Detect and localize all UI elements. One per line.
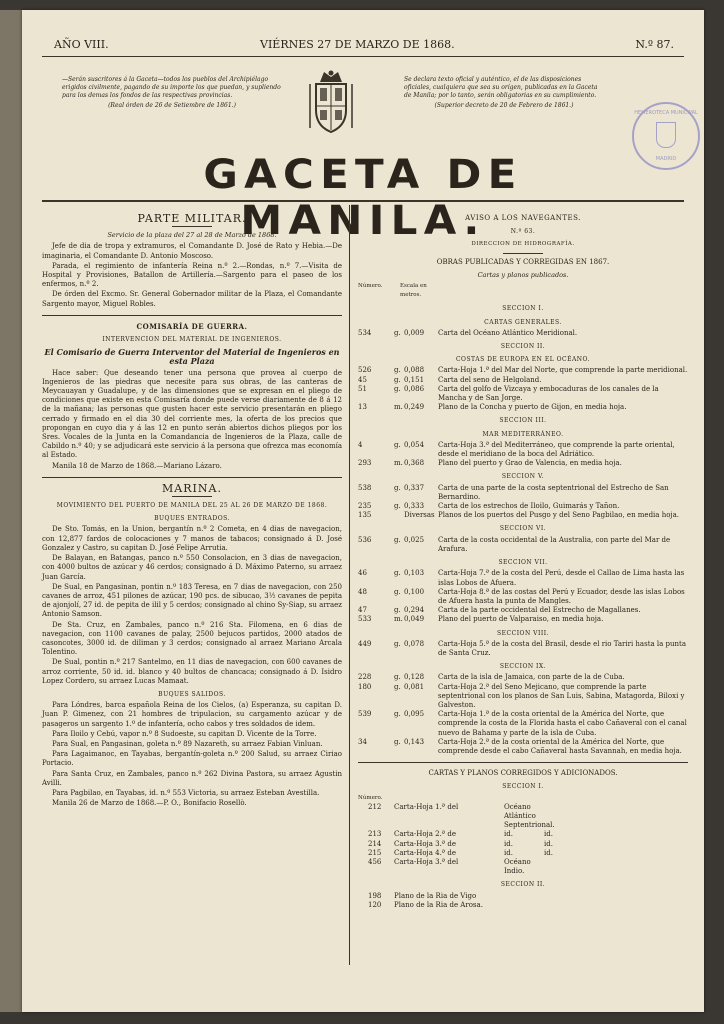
chart-column-header xyxy=(358,282,688,300)
chart-type: g. xyxy=(394,384,401,393)
chart-type: g. xyxy=(394,440,401,449)
chart-title: Carta del golfo de Vizcaya y embocaduras de los canales de la Mancha y de San Jorge. xyxy=(438,384,659,403)
chart-row xyxy=(358,329,688,338)
chart-scale: 0,103 xyxy=(404,569,425,578)
chart-type: m. xyxy=(394,459,403,468)
entrada-item: De Balayan, en Batangas, panco n.º 550 Consolacion, en 3 dias de navegacion, con 4000 bultos de azúcar y 46 cerdos; consignado á D. Máximo Paterno, su arraez Juan García. xyxy=(42,554,342,581)
chart-scale: 0,025 xyxy=(404,535,425,544)
salido-item: Para Iloilo y Cebú, vapor n.º 8 Sudoeste, su capitan D. Vicente de la Torre. xyxy=(52,729,317,738)
corrected-number: 213 xyxy=(368,830,382,839)
aviso-number: N.º 63. xyxy=(510,228,536,236)
newspaper-page xyxy=(22,10,704,1012)
corrected-row xyxy=(358,830,688,839)
chart-row xyxy=(358,673,688,682)
chart-number: 534 xyxy=(358,328,372,337)
chart-title: Plano del puerto de Valparaiso, en media hoja. xyxy=(438,615,604,624)
entrada-item: De Sual, pontin n.º 217 Santelmo, en 11 dias de navegacion, con 600 cavanes de arroz corriente, 50 id. id. blanco y 40 bultos de chancaca; consignado á D. Isidro Lopez Cordero, su arraez Lucas Mamaat. xyxy=(42,658,342,685)
salido-item: Para Sual, en Pangasinan, goleta n.º 89 Nazareth, su arraez Fabian Vinluan. xyxy=(52,739,323,748)
chart-title: Carta-Hoja 5.ª de la costa del Brasil, desde el rio Tariri hasta la punta de Santa Cruz. xyxy=(438,639,687,657)
chart-row xyxy=(358,640,688,658)
salido-item: Para Santa Cruz, en Zambales, panco n.º 262 Divina Pastora, su arraez Agustin Avilli. xyxy=(42,769,342,787)
chart-type: m. xyxy=(394,403,403,412)
chart-row xyxy=(358,376,688,385)
chart-scale: 0,333 xyxy=(404,502,425,511)
notice-left-source: (Real órden de 26 de Setiembre de 1861.) xyxy=(108,102,236,109)
chart-type: g. xyxy=(394,535,401,544)
corrected-title: Carta-Hoja 2.ª de xyxy=(394,830,456,839)
chart-scale: Diversas xyxy=(404,511,435,520)
section-title: SECCION II. xyxy=(500,343,546,351)
chart-type: m. xyxy=(394,615,403,624)
notice-right-text: Se declara texto oficial y auténtico, el de las disposiciones oficiales, cualquiera que sea su orígen, publicadas en la Gaceta de Manila; por lo tanto, serán obligatorias en su cumplimiento. xyxy=(404,76,598,99)
notice-left xyxy=(62,76,282,110)
chart-row xyxy=(358,459,688,468)
parte-militar-heading: PARTE MILITAR. xyxy=(137,212,247,225)
corrected-title: Carta-Hoja 3.ª de xyxy=(394,839,456,848)
col-escala: Escala en metros. xyxy=(400,283,427,299)
masthead-title: GACETA DE MANILA. xyxy=(203,152,523,244)
corrected-area: Océano Indio. xyxy=(504,857,531,876)
chart-row xyxy=(358,615,688,624)
chart-number: 526 xyxy=(358,366,372,375)
corrected-number: 212 xyxy=(368,802,382,811)
chart-type: g. xyxy=(394,587,401,596)
chart-scale: 0,368 xyxy=(404,459,425,468)
chart-scale: 0,294 xyxy=(404,606,425,615)
chart-number: 46 xyxy=(358,569,367,578)
chart-number: 536 xyxy=(358,535,372,544)
chart-scale: 0,088 xyxy=(404,366,425,375)
chart-row xyxy=(358,403,688,412)
corrected-heading: CARTAS Y PLANOS CORREGIDOS Y ADICIONADOS. xyxy=(428,769,618,778)
marina-signature: Manila 26 de Marzo de 1868.—P. O., Bonifacio Rosellò. xyxy=(52,799,247,808)
militar-paragraph: Jefe de dia de tropa y extramuros, el Comandante D. José de Rato y Hebia.—De imaginaria, el Comandante D. Antonio Moscoso. xyxy=(42,242,342,260)
chart-row xyxy=(358,738,688,756)
chart-type xyxy=(394,511,404,520)
comisaria-body: Hace saber: Que deseando tener una persona que provea al cuerpo de Ingenieros de las piedras que necesite para sus obras, de las canteras de Meycauayan y Guadalupe, y de las dimensiones que se expresan en el pliego de condiciones que existe en esta Comisaría donde puede verse diariamente de 8 á 12 de la mañana; las personas que gusten hacer este servicio presentarán en pliego cerrado y firmado en el dia 30 del corriente mes, la oferta de los precios que propongan en cuyo dia y á las 12 en punto serán abiertos dichos pliegos por los Sres. Vocales de la Junta en la Comandancia de Ingenieros de la Plaza, calle de Cabildo n.º 40; y se adjudicará este servicio á la persona que ofrezca mas economía al Estado. xyxy=(42,368,342,460)
corrected-area: Océano Atlántico Septentrional. xyxy=(504,802,555,830)
corrected-title: Plano de la Ria de Arosa. xyxy=(394,900,483,909)
movement-heading: MOVIMIENTO DEL PUERTO DE MANILA DEL 25 AL 26 DE MARZO DE 1868. xyxy=(56,502,328,510)
salido-item: Para Pagbilao, en Tayabas, id. n.º 553 Victoria, su arraez Esteban Avestilla. xyxy=(52,788,320,797)
chart-number: 538 xyxy=(358,483,372,492)
chart-row xyxy=(358,484,688,502)
chart-number: 135 xyxy=(358,511,372,520)
obras-subtitle: Cartas y planos publicados. xyxy=(477,270,569,279)
chart-row xyxy=(358,569,688,587)
aviso-office: DIRECCION DE HIDROGRAFÍA. xyxy=(471,241,575,248)
chart-row xyxy=(358,366,688,375)
marina-heading: MARINA. xyxy=(162,481,222,495)
header-bar xyxy=(42,38,684,56)
chart-scale: 0,081 xyxy=(404,682,425,691)
section-subtitle: COSTAS DE EUROPA EN EL OCÉANO. xyxy=(455,356,591,364)
chart-title: Carta de los estrechos de Iloilo, Guimarás y Tañon. xyxy=(438,502,620,511)
corrected-row xyxy=(358,901,688,910)
chart-title: Carta-Hoja 1.ª de la costa oriental de la América del Norte, que comprende la costa de la Florida hasta el cabo Cañaveral con el canal nuevo de Bahama y parte de la isla de Cuba. xyxy=(438,710,687,737)
chart-type: g. xyxy=(394,483,401,492)
corrected-row xyxy=(358,892,688,901)
chart-title: Carta-Hoja 8.ª de las costas del Perú y Ecuador, desde las islas Lobos de Afuera hasta la punta de Mangles. xyxy=(438,587,685,605)
entrada-item: De Sto. Tomás, en la Union, bergantín n.º 2 Cometa, en 4 dias de navegacion, con 12,877 fardos de colocaciones y 7 manos de tabacos; consignado á D. José Gonzalez y Castro, su capitan D. José Felipe Arrutia. xyxy=(42,525,342,552)
corrected-number: 456 xyxy=(368,857,382,866)
obras-title: OBRAS PUBLICADAS Y CORREGIDAS EN 1867. xyxy=(436,257,610,266)
aviso-heading: AVISO A LOS NAVEGANTES. xyxy=(465,214,581,222)
chart-scale: 0,337 xyxy=(404,483,425,492)
salidos-heading: BUQUES SALIDOS. xyxy=(158,690,226,698)
militar-paragraph: Parada, el regimiento de infantería Reina n.º 2.—Rondas, n.º 7.—Visita de Hospital y Provisiones, Batallon de Artillería.—Sargento para el paseo de los enfermos, n.º 2. xyxy=(42,261,342,289)
chart-type: g. xyxy=(394,710,401,719)
corrected-area-2: id. xyxy=(544,830,553,839)
section-title: SECCION VIII. xyxy=(497,629,549,637)
chart-scale: 0,086 xyxy=(404,384,425,393)
section-title: SECCION VII. xyxy=(498,559,548,567)
chart-title: Planos de los puertos del Pusgo y del Seno Pagbilao, en media hoja. xyxy=(438,511,679,520)
corrected-row xyxy=(358,840,688,849)
comisaria-subheading: INTERVENCION DEL MATERIAL DE INGENIEROS. xyxy=(102,336,282,344)
chart-row xyxy=(358,441,688,459)
chart-type: g. xyxy=(394,569,401,578)
issue-number: N.º 87. xyxy=(635,38,674,51)
column-separator xyxy=(349,205,350,965)
chart-row xyxy=(358,588,688,606)
notice-right-source: (Superior decreto de 20 de Febrero de 1861.) xyxy=(434,102,574,109)
notice-right xyxy=(404,76,604,110)
chart-scale: 0,100 xyxy=(404,587,425,596)
section-title: SECCION I. xyxy=(502,305,544,313)
section-title: SECCION III. xyxy=(499,417,547,425)
corrected-title: Carta-Hoja 3.ª del xyxy=(394,857,459,866)
chart-type: g. xyxy=(394,606,401,615)
corrected-col-numero: Número. xyxy=(358,794,383,801)
chart-number: 449 xyxy=(358,639,372,648)
chart-title: Carta-Hoja 2.ª del Seno Mejicano, que comprende la parte septentrional con los planos de San Luis, Sabina, Matagorda, Biloxi y Galveston. xyxy=(438,682,685,709)
chart-scale: 0,143 xyxy=(404,737,425,746)
chart-scale: 0,128 xyxy=(404,673,425,682)
stamp-shield xyxy=(656,122,676,148)
chart-scale: 0,049 xyxy=(404,615,425,624)
entrada-item: De Sta. Cruz, en Zambales, panco n.º 216 Sta. Filomena, en 6 dias de navegacion, con 1100 cavanes de palay, 2500 bejucos partidos, 2000 atados de casoncotes, 3000 id. de diliman y 3 cerdos; consignado al arraez Mariano Arcala Tolentino. xyxy=(42,620,342,657)
corrected-number: 198 xyxy=(368,891,382,900)
chart-title: Carta de la isla de Jamaica, con parte de la de Cuba. xyxy=(438,673,625,682)
chart-row xyxy=(358,710,688,738)
chart-row xyxy=(358,683,688,711)
chart-number: 51 xyxy=(358,384,367,393)
chart-type: g. xyxy=(394,673,401,682)
section-subtitle: CARTAS GENERALES. xyxy=(484,318,562,326)
militar-paragraph: De órden del Excmo. Sr. General Gobernador militar de la Plaza, el Comandante Sargento mayor, Miguel Robles. xyxy=(42,290,342,308)
date-label: VIÉRNES 27 DE MARZO DE 1868. xyxy=(260,38,455,51)
chart-number: 235 xyxy=(358,502,372,511)
col-numero: Número. xyxy=(358,283,383,290)
chart-title: Carta de la costa occidental de la Australia, con parte del Mar de Arafura. xyxy=(438,535,671,553)
notice-left-text: —Serán suscritores á la Gaceta—todos los pueblos del Archipiélago erigidos civilmente, pagando de su importe los que puedan, y supliendo para los demas los fondos de las respectivas provincias. xyxy=(62,76,281,99)
corrected-title: Carta-Hoja 4.ª de xyxy=(394,848,456,857)
corrected-row xyxy=(358,858,688,876)
chart-number: 539 xyxy=(358,710,372,719)
comisaria-signature: Manila 18 de Marzo de 1868.—Mariano Lázaro. xyxy=(52,461,222,470)
corrected-sec2: SECCION II. xyxy=(500,881,546,889)
comisaria-heading: COMISARÍA DE GUERRA. xyxy=(136,321,248,331)
corrected-title: Carta-Hoja 1.ª del xyxy=(394,802,459,811)
corrected-title: Plano de la Ria de Vigo xyxy=(394,891,477,900)
chart-number: 180 xyxy=(358,682,372,691)
chart-type: g. xyxy=(394,502,401,511)
sections-list xyxy=(358,304,688,756)
section-title: SECCION IX. xyxy=(499,663,547,671)
comisaria-title: El Comisario de Guerra Interventor del Material de Ingenieros en esta Plaza xyxy=(44,347,340,367)
chart-type: g. xyxy=(394,328,401,337)
chart-row xyxy=(358,511,688,520)
coat-of-arms-icon xyxy=(306,68,356,138)
stamp-top-text: HEMEROTECA MUNICIPAL xyxy=(634,110,698,116)
chart-number: 34 xyxy=(358,737,367,746)
chart-row xyxy=(358,606,688,615)
corrected-row xyxy=(358,849,688,858)
chart-number: 293 xyxy=(358,459,372,468)
chart-title: Carta del seno de Helgoland. xyxy=(438,375,542,384)
library-stamp-icon xyxy=(632,102,700,170)
chart-title: Carta-Hoja 7.ª de la costa del Perú, desde el Callao de Lima hasta las islas Lobos de Afuera. xyxy=(438,569,685,587)
corrected-area: id. xyxy=(504,830,513,839)
corrected-area: id. xyxy=(504,848,513,857)
header-rule xyxy=(42,56,684,57)
chart-scale: 0,078 xyxy=(404,639,425,648)
page-edge xyxy=(0,10,22,1012)
chart-title: Carta-Hoja 3.ª del Mediterráneo, que comprende la parte oriental, desde el meridiano de la boca del Adriático. xyxy=(438,440,675,459)
chart-type: g. xyxy=(394,375,401,384)
chart-title: Plano de la Concha y puerto de Gijon, en media hoja. xyxy=(438,403,627,412)
chart-type: g. xyxy=(394,682,401,691)
chart-title: Carta de la parte occidental del Estrecho de Magallanes. xyxy=(438,606,641,615)
right-column xyxy=(358,210,688,910)
section-title: SECCION VI. xyxy=(499,525,547,533)
corrected-number: 120 xyxy=(368,900,382,909)
chart-title: Carta del Océano Atlántico Meridional. xyxy=(438,328,578,337)
chart-number: 13 xyxy=(358,403,367,412)
chart-scale: 0,249 xyxy=(404,403,425,412)
chart-type: g. xyxy=(394,366,401,375)
chart-title: Plano del puerto y Grao de Valencia, en media hoja. xyxy=(438,459,622,468)
chart-number: 4 xyxy=(358,440,363,449)
chart-type: g. xyxy=(394,639,401,648)
chart-scale: 0,095 xyxy=(404,710,425,719)
chart-row xyxy=(358,385,688,403)
section-title: SECCION V. xyxy=(501,473,545,481)
salido-item: Para Lóndres, barca española Reina de los Cielos, (a) Esperanza, su capitan D. Juan P. Gimenez, con 21 hombres de tripulacion, su cargamento azúcar y de pasageros un sargento 1.º de infantería, ocho cabos y tres soldados de idem. xyxy=(42,701,342,728)
corrected-area-2: id. xyxy=(544,848,553,857)
chart-title: Carta-Hoja 2.ª de la costa oriental de la América del Norte, que comprende desde el cabo Cañaveral hasta Savannah, en media hoja. xyxy=(438,737,682,755)
chart-row xyxy=(358,502,688,511)
corrected-list-2 xyxy=(358,892,688,910)
chart-title: Carta de una parte de la costa septentrional del Estrecho de San Bernardino. xyxy=(438,483,669,501)
salido-item: Para Lagaimanoc, en Tayabas, bergantín-goleta n.º 200 Salud, su arraez Ciriao Portacio. xyxy=(42,750,342,768)
chart-scale: 0,054 xyxy=(404,440,425,449)
masthead-rule xyxy=(42,200,684,202)
stamp-bottom-text: MADRID xyxy=(655,156,677,162)
chart-title: Carta-Hoja 1.ª del Mar del Norte, que comprende la parte meridional. xyxy=(438,366,688,375)
entrada-item: De Sual, en Pangasinan, pontin n.º 183 Teresa, en 7 dias de navegacion, con 250 cavanes de arroz, 451 pilones de azúcar, 190 pcs. de sibucao, 3½ cavanes de pepita de ajonjolí, 27 id. de pepita de ilil y 5 cerdos; consignado al chino Sy-Siap, su arraez Antonio Samson. xyxy=(42,582,342,619)
corrected-sec1: SECCION I. xyxy=(502,783,544,791)
year-label: AÑO VIII. xyxy=(54,38,109,51)
chart-number: 48 xyxy=(358,587,367,596)
chart-number: 228 xyxy=(358,673,372,682)
entradas-heading: BUQUES ENTRADOS. xyxy=(154,515,230,523)
corrected-area-2: id. xyxy=(544,839,553,848)
left-column xyxy=(42,210,342,809)
section-subtitle: MAR MEDITERRÁNEO. xyxy=(482,430,564,438)
corrected-number: 215 xyxy=(368,848,382,857)
corrected-list xyxy=(358,803,688,877)
chart-scale: 0,009 xyxy=(404,328,425,337)
chart-type: g. xyxy=(394,737,401,746)
corrected-number: 214 xyxy=(368,839,382,848)
corrected-row xyxy=(358,803,688,831)
chart-number: 533 xyxy=(358,615,372,624)
service-line: Servicio de la plaza del 27 al 28 de Marzo de 1868. xyxy=(107,231,277,240)
chart-number: 45 xyxy=(358,375,367,384)
chart-row xyxy=(358,536,688,554)
chart-scale: 0,151 xyxy=(404,375,425,384)
chart-number: 47 xyxy=(358,606,367,615)
corrected-area: id. xyxy=(504,839,513,848)
